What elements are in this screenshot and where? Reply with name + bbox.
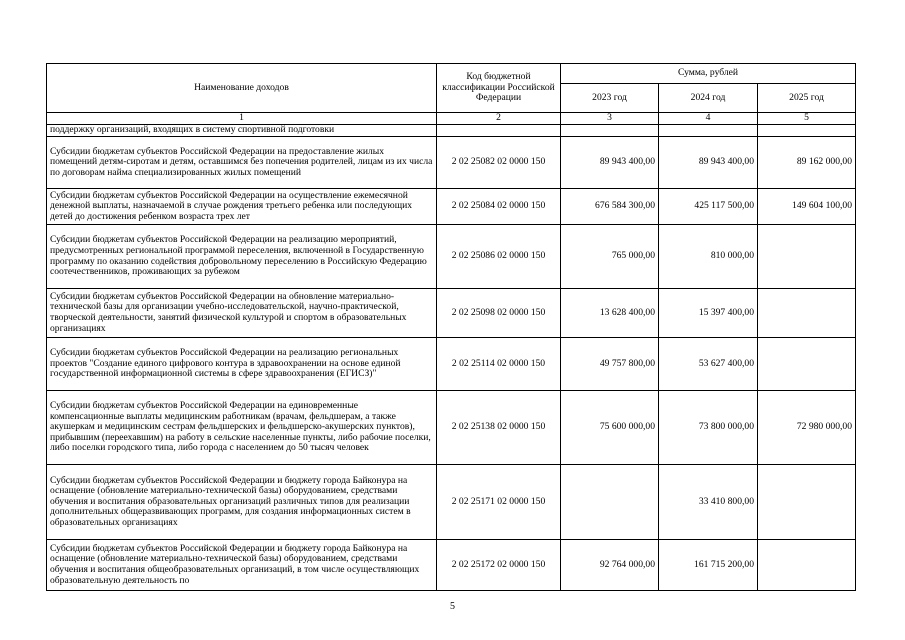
amount-2025: 72 980 000,00 [758, 391, 856, 465]
table-row [47, 189, 856, 225]
amount-2024: 810 000,00 [659, 225, 758, 289]
income-name: Субсидии бюджетам субъектов Российской Федерации на реализацию мероприятий, предусмотренных региональной программой переселения, включенной в Государственную программу по оказанию содействия добровольному переселению в Российскую Федерацию соотечественников, проживающих за рубежом [47, 225, 437, 289]
column-index-row [47, 113, 856, 125]
budget-code: 2 02 25138 02 0000 150 [437, 391, 561, 465]
budget-code: 2 02 25084 02 0000 150 [437, 189, 561, 225]
table-row [47, 391, 856, 465]
amount-2025: 89 162 000,00 [758, 137, 856, 189]
year-header-2023: 2023 год [561, 84, 659, 113]
income-name: Субсидии бюджетам субъектов Российской Федерации на осуществление ежемесячной денежной выплаты, назначаемой в случае рождения третьего ребенка или последующих детей до достижения ребенком возраста трех лет [47, 189, 437, 225]
budget-code: 2 02 25086 02 0000 150 [437, 225, 561, 289]
column-index: 5 [758, 113, 856, 125]
amount-2024: 73 800 000,00 [659, 391, 758, 465]
year-header-2024: 2024 год [659, 84, 758, 113]
budget-code: 2 02 25098 02 0000 150 [437, 289, 561, 338]
amount-2024: 161 715 200,00 [659, 540, 758, 591]
amount-2023: 89 943 400,00 [561, 137, 659, 189]
table-row [47, 225, 856, 289]
amount-2025 [758, 338, 856, 391]
column-index: 1 [47, 113, 437, 125]
column-index: 2 [437, 113, 561, 125]
income-name: Субсидии бюджетам субъектов Российской Федерации на обновление материально-технической базы для организации учебно-исследовательской, научно-практической, творческой деятельности, занятий физической культурой и спортом в образовательных организациях [47, 289, 437, 338]
code-column-header: Код бюджетной классификации Российской Федерации [437, 64, 561, 113]
column-index: 4 [659, 113, 758, 125]
page-number: 5 [450, 601, 455, 612]
income-name: Субсидии бюджетам субъектов Российской Федерации и бюджету города Байконура на оснащение (обновление материально-технической базы) оборудованием, средствами обучения и воспитания общеобразовательных организаций, в том числе осуществляющих образовательную деятельность по [47, 540, 437, 591]
header-row [47, 64, 856, 84]
amount-2023: 765 000,00 [561, 225, 659, 289]
income-name: Субсидии бюджетам субъектов Российской Федерации на единовременные компенсационные выплаты медицинским работникам (врачам, фельдшерам, а также акушеркам и медицинским сестрам фельдшерских и фельдшерско-акушерских пунктов), прибывшим (переехавшим) на работу в сельские населенные пункты, либо рабочие поселки, либо поселки городского типа, либо города с населением до 50 тысяч человек [47, 391, 437, 465]
amount-2024: 33 410 800,00 [659, 465, 758, 540]
amount-2024: 89 943 400,00 [659, 137, 758, 189]
amount-2023 [561, 125, 659, 137]
income-name: Субсидии бюджетам субъектов Российской Федерации и бюджету города Байконура на оснащение (обновление материально-технической базы) оборудованием, средствами обучения и воспитания образовательных организаций различных типов для реализации дополнительных общеразвивающих программ, для создания информационных систем в образовательных организациях [47, 465, 437, 540]
table-row [47, 137, 856, 189]
amount-2024 [659, 125, 758, 137]
table-row [47, 540, 856, 591]
sum-column-header: Сумма, рублей [561, 64, 856, 84]
income-name: Субсидии бюджетам субъектов Российской Федерации на реализацию региональных проектов "Создание единого цифрового контура в здравоохранении на основе единой государственной информационной системы в сфере здравоохранения (ЕГИСЗ)" [47, 338, 437, 391]
amount-2024: 425 117 500,00 [659, 189, 758, 225]
budget-code [437, 125, 561, 137]
table-row [47, 338, 856, 391]
table-row [47, 289, 856, 338]
amount-2025 [758, 125, 856, 137]
amount-2023: 49 757 800,00 [561, 338, 659, 391]
column-index: 3 [561, 113, 659, 125]
name-column-header: Наименование доходов [47, 64, 437, 113]
budget-code: 2 02 25172 02 0000 150 [437, 540, 561, 591]
table-row [47, 125, 856, 137]
amount-2024: 15 397 400,00 [659, 289, 758, 338]
amount-2025 [758, 289, 856, 338]
year-header-2025: 2025 год [758, 84, 856, 113]
income-name: поддержку организаций, входящих в систему спортивной подготовки [47, 125, 437, 137]
amount-2023: 75 600 000,00 [561, 391, 659, 465]
amount-2023: 92 764 000,00 [561, 540, 659, 591]
income-name: Субсидии бюджетам субъектов Российской Федерации на предоставление жилых помещений детям-сиротам и детям, оставшимся без попечения родителей, лицам из их числа по договорам найма специализированных жилых помещений [47, 137, 437, 189]
table-row [47, 465, 856, 540]
budget-table [46, 63, 856, 591]
budget-code: 2 02 25171 02 0000 150 [437, 465, 561, 540]
amount-2023: 13 628 400,00 [561, 289, 659, 338]
amount-2024: 53 627 400,00 [659, 338, 758, 391]
amount-2025: 149 604 100,00 [758, 189, 856, 225]
amount-2025 [758, 465, 856, 540]
amount-2025 [758, 540, 856, 591]
budget-code: 2 02 25082 02 0000 150 [437, 137, 561, 189]
budget-code: 2 02 25114 02 0000 150 [437, 338, 561, 391]
amount-2025 [758, 225, 856, 289]
amount-2023 [561, 465, 659, 540]
amount-2023: 676 584 300,00 [561, 189, 659, 225]
